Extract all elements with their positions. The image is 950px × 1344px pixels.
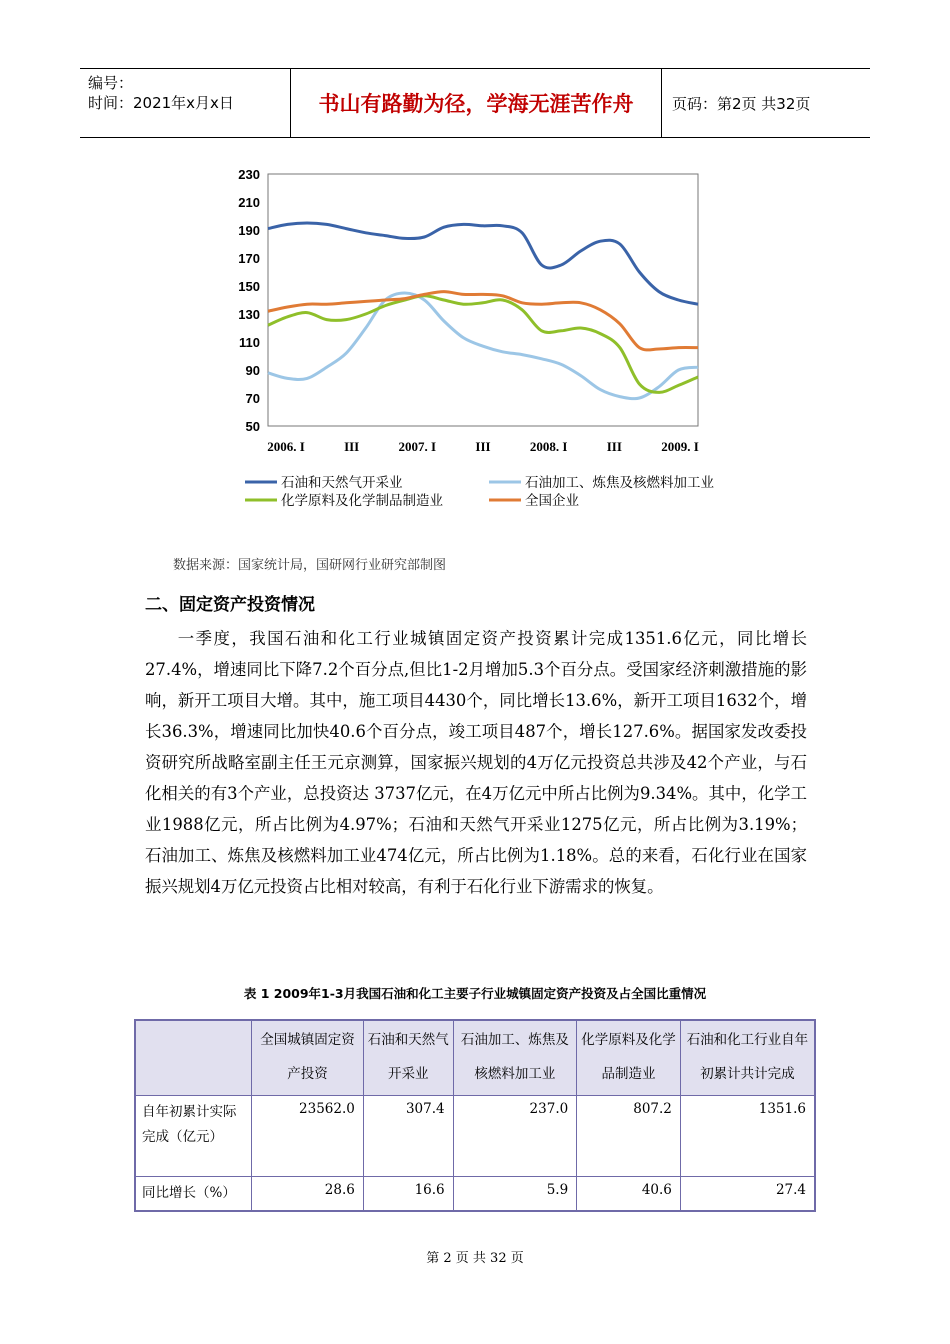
number-label: 编号： (88, 74, 134, 92)
legend-label: 化学原料及化学制品制造业 (281, 493, 443, 509)
y-tick-label: 210 (238, 195, 260, 210)
table-cell: 5.9 (453, 1177, 577, 1212)
series-line (268, 293, 698, 399)
x-tick-label: 2007. I (398, 439, 437, 454)
y-tick-label: 170 (238, 251, 260, 266)
line-chart (225, 158, 745, 528)
x-tick-label: 2006. I (267, 439, 305, 454)
table-cell: 28.6 (252, 1177, 364, 1212)
table-header-cell: 全国城镇固定资产投资 (252, 1020, 364, 1096)
table-header-cell (135, 1020, 252, 1096)
table-row (135, 1177, 815, 1212)
table-cell: 1351.6 (680, 1096, 815, 1177)
y-tick-label: 150 (238, 279, 260, 294)
x-tick-label: III (475, 439, 491, 454)
table-cell: 307.4 (363, 1096, 453, 1177)
table-cell: 16.6 (363, 1177, 453, 1212)
investment-table (134, 1019, 816, 1212)
y-tick-label: 50 (245, 419, 260, 434)
table-cell: 807.2 (577, 1096, 681, 1177)
body-paragraph: 一季度，我国石油和化工行业城镇固定资产投资累计完成1351.6亿元，同比增长27.4%，增速同比下降7.2个百分点,但比1-2月增加5.3个百分点。受国家经济刺激措施的影响，新开工项目大增。其中，施工项目4430个，同比增长13.6%，新开工项目1632个，增长36.3%，增速同比加快40.6个百分点，竣工项目487个，增长127.6%。据国家发改委投资研究所战略室副主任王元京测算，国家振兴规划的4万亿元投资总共涉及42个产业，与石化相关的有3个产业，总投资达 3737亿元，在4万亿元中所占比例为9.34%。其中，化学工业1988亿元，所占比例为4.97%；石油和天然气开采业1275亿元，所占比例为3.19%；石油加工、炼焦及核燃料加工业474亿元，所占比例为1.18%。总的来看，石化行业在国家振兴规划4万亿元投资占比相对较高，有利于石化行业下游需求的恢复。 (145, 629, 807, 896)
date-label: 时间：2021年x月x日 (88, 94, 234, 112)
table-caption: 表 1 2009年1-3月我国石油和化工主要子行业城镇固定资产投资及占全国比重情况 (243, 986, 707, 1001)
x-tick-label: III (606, 439, 622, 454)
row-label: 自年初累计实际完成（亿元） (135, 1096, 252, 1177)
x-tick-label: III (344, 439, 360, 454)
header-motto: 书山有路勤为径，学海无涯苦作舟 (290, 69, 662, 137)
page-header (80, 68, 870, 138)
table-header-cell: 化学原料及化学品制造业 (577, 1020, 681, 1096)
page-footer: 第 2 页 共 32 页 (426, 1251, 524, 1266)
table-header-cell: 石油加工、炼焦及核燃料加工业 (453, 1020, 577, 1096)
y-tick-label: 190 (238, 223, 260, 238)
y-tick-label: 90 (245, 363, 260, 378)
y-tick-label: 70 (245, 391, 260, 406)
legend-label: 石油和天然气开采业 (281, 475, 403, 491)
series-line (268, 296, 698, 393)
header-left (80, 69, 290, 137)
table-header-cell: 石油和化工行业自年初累计共计完成 (680, 1020, 815, 1096)
series-line (268, 223, 698, 304)
source-note: 数据来源：国家统计局，国研网行业研究部制图 (173, 558, 447, 573)
y-tick-label: 110 (239, 335, 260, 350)
table-cell: 23562.0 (252, 1096, 364, 1177)
y-tick-label: 230 (238, 167, 260, 182)
legend-label: 石油加工、炼焦及核燃料加工业 (525, 475, 714, 491)
x-tick-label: 2008. I (529, 439, 568, 454)
table-cell: 237.0 (453, 1096, 577, 1177)
y-tick-label: 130 (238, 307, 260, 322)
row-label: 同比增长（%） (135, 1177, 252, 1212)
section-title: 二、固定资产投资情况 (145, 595, 315, 615)
table-header-row (135, 1020, 815, 1096)
table-cell: 27.4 (680, 1177, 815, 1212)
x-tick-label: 2009. I (661, 439, 699, 454)
header-page-info: 页码：第2页 共32页 (672, 94, 811, 113)
table-header-cell: 石油和天然气开采业 (363, 1020, 453, 1096)
legend-label: 全国企业 (525, 493, 579, 509)
table-row (135, 1096, 815, 1177)
plot-area (268, 174, 698, 426)
table-cell: 40.6 (577, 1177, 681, 1212)
